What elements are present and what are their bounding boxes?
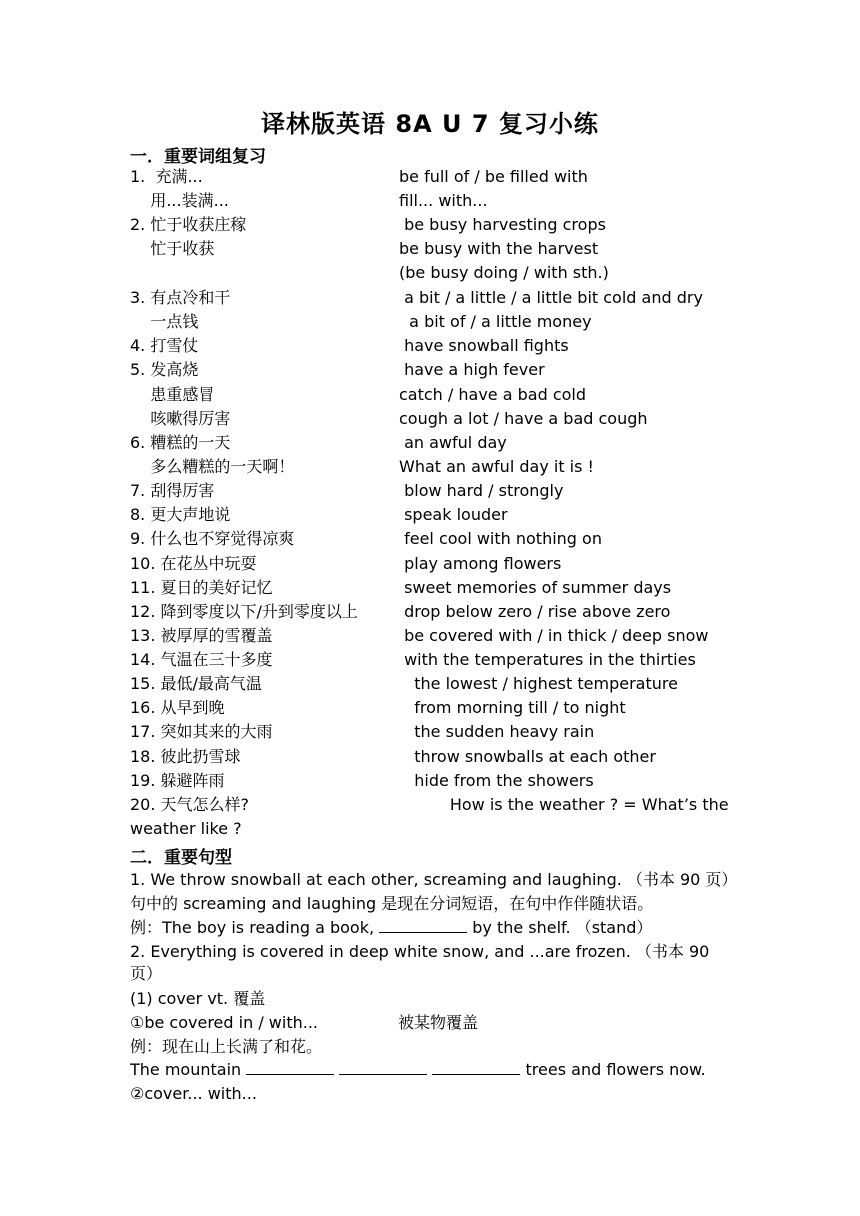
phrase-english: have a high fever	[399, 360, 545, 379]
phrase-english: hide from the showers	[399, 771, 594, 790]
phrase-row	[130, 527, 740, 551]
blank-text-b: trees and flowers now.	[520, 1060, 706, 1079]
phrase-english: play among flowers	[399, 554, 562, 573]
phrase-row	[130, 720, 740, 744]
phrase-english: an awful day	[399, 433, 507, 452]
phrase-english: the sudden heavy rain	[399, 722, 595, 741]
cover-usage-1	[130, 1011, 479, 1035]
phrase-chinese: 8. 更大声地说	[130, 505, 231, 524]
usage-phrase: ①be covered in / with...	[130, 1013, 318, 1032]
example-text-a: 例：The boy is reading a book,	[130, 918, 380, 937]
phrase-chinese: 11. 夏日的美好记忆	[130, 578, 273, 597]
phrase-chinese: 16. 从早到晚	[130, 698, 225, 717]
phrase-row	[130, 455, 740, 479]
phrase-row	[130, 407, 740, 431]
phrase-row	[130, 431, 740, 455]
phrase-chinese: 5. 发高烧	[130, 360, 199, 379]
phrase-row	[130, 600, 740, 624]
phrase-english: be busy harvesting crops	[399, 215, 606, 234]
phrase-row	[130, 237, 740, 261]
phrase-row	[130, 648, 740, 672]
cover-usage-2: ②cover... with...	[130, 1084, 257, 1103]
phrase-chinese: 14. 气温在三十多度	[130, 650, 273, 669]
phrase-chinese: 10. 在花丛中玩耍	[130, 554, 257, 573]
phrase-chinese: 20. 天气怎么样?	[130, 795, 250, 814]
phrase-chinese: 7. 刮得厉害	[130, 481, 215, 500]
phrase-english: throw snowballs at each other	[399, 747, 656, 766]
fill-blank	[379, 916, 467, 933]
cover-example: 例：现在山上长满了和花。	[130, 1037, 323, 1056]
phrase-row	[130, 261, 740, 285]
phrase-chinese: 12. 降到零度以下/升到零度以上	[130, 602, 358, 621]
phrase-english: a bit / a little / a little bit cold and dry	[399, 288, 703, 307]
phrase-row	[130, 793, 740, 817]
phrase-english: How is the weather ? = What’s the	[399, 795, 729, 814]
phrase-english: be full of / be filled with	[399, 167, 588, 186]
page-title: 译林版英语 8A U 7 复习小练	[261, 110, 599, 138]
phrase-chinese: 4. 打雪仗	[130, 336, 199, 355]
sentence-2: 2. Everything is covered in deep white snow, and ...are frozen. （书本 90	[130, 942, 710, 961]
sentence-1-note: 句中的 screaming and laughing 是现在分词短语，在句中作伴随状语。	[130, 894, 654, 913]
phrase-chinese: 9. 什么也不穿觉得凉爽	[130, 529, 295, 548]
phrase-english: drop below zero / rise above zero	[399, 602, 671, 621]
phrase-chinese: 3. 有点冷和干	[130, 288, 231, 307]
phrase-english: speak louder	[399, 505, 508, 524]
fill-blank	[246, 1058, 334, 1075]
sentence-1: 1. We throw snowball at each other, screaming and laughing. （书本 90 页）	[130, 870, 738, 889]
phrase-chinese: 1. 充满...	[130, 167, 203, 186]
section-heading-sentences: 二．重要句型	[130, 848, 232, 868]
fill-blank	[432, 1058, 520, 1075]
phrase-english: the lowest / highest temperature	[399, 674, 678, 693]
phrase-row	[130, 696, 740, 720]
phrase-row	[130, 576, 740, 600]
phrase-english: feel cool with nothing on	[399, 529, 602, 548]
phrase-row	[130, 745, 740, 769]
phrase-english: blow hard / strongly	[399, 481, 564, 500]
phrase-chinese: 多么糟糕的一天啊！	[130, 457, 295, 476]
phrase-chinese: 一点钱	[130, 312, 199, 331]
phrase-chinese: 忙于收获	[130, 239, 215, 258]
wrapped-line: weather like ?	[130, 819, 242, 838]
fill-blank	[339, 1058, 427, 1075]
phrase-row	[130, 213, 740, 237]
usage-meaning: 被某物覆盖	[398, 1013, 479, 1032]
phrase-english: sweet memories of summer days	[399, 578, 672, 597]
phrase-english: cough a lot / have a bad cough	[399, 409, 648, 428]
phrase-chinese: 2. 忙于收获庄稼	[130, 215, 247, 234]
cover-definition: (1) cover vt. 覆盖	[130, 989, 266, 1008]
phrase-row	[130, 286, 740, 310]
phrase-chinese: 用...装满...	[130, 191, 229, 210]
phrase-english: fill... with...	[399, 191, 488, 210]
phrase-chinese: 患重感冒	[130, 385, 215, 404]
phrase-row	[130, 189, 740, 213]
phrase-english: be covered with / in thick / deep snow	[399, 626, 709, 645]
phrase-chinese: 咳嗽得厉害	[130, 409, 231, 428]
cover-example-blanks	[130, 1058, 706, 1082]
phrase-row	[130, 769, 740, 793]
sentence-2-wrap: 页）	[130, 964, 163, 983]
phrase-row	[130, 479, 740, 503]
phrase-english: from morning till / to night	[399, 698, 626, 717]
phrase-chinese: 6. 糟糕的一天	[130, 433, 231, 452]
phrase-english: with the temperatures in the thirties	[399, 650, 696, 669]
phrase-english: (be busy doing / with sth.)	[399, 263, 609, 282]
phrase-chinese: 19. 躲避阵雨	[130, 771, 225, 790]
phrase-chinese: 13. 被厚厚的雪覆盖	[130, 626, 273, 645]
phrase-english: catch / have a bad cold	[399, 385, 586, 404]
phrase-english: have snowball fights	[399, 336, 569, 355]
example-text-b: by the shelf. （stand）	[467, 918, 653, 937]
phrase-row	[130, 334, 740, 358]
phrase-row	[130, 503, 740, 527]
phrase-row	[130, 672, 740, 696]
phrase-chinese: 15. 最低/最高气温	[130, 674, 262, 693]
phrase-row	[130, 552, 740, 576]
phrase-row	[130, 165, 740, 189]
phrase-row	[130, 383, 740, 407]
phrase-row	[130, 310, 740, 334]
phrase-english: a bit of / a little money	[399, 312, 592, 331]
phrase-chinese: 17. 突如其来的大雨	[130, 722, 273, 741]
phrase-english: What an awful day it is !	[399, 457, 594, 476]
sentence-1-example	[130, 916, 652, 940]
phrase-chinese: 18. 彼此扔雪球	[130, 747, 241, 766]
section-heading-phrases: 一．重要词组复习	[130, 147, 266, 167]
phrase-row	[130, 358, 740, 382]
phrase-english: be busy with the harvest	[399, 239, 599, 258]
phrase-row	[130, 624, 740, 648]
blank-text-a: The mountain	[130, 1060, 247, 1079]
